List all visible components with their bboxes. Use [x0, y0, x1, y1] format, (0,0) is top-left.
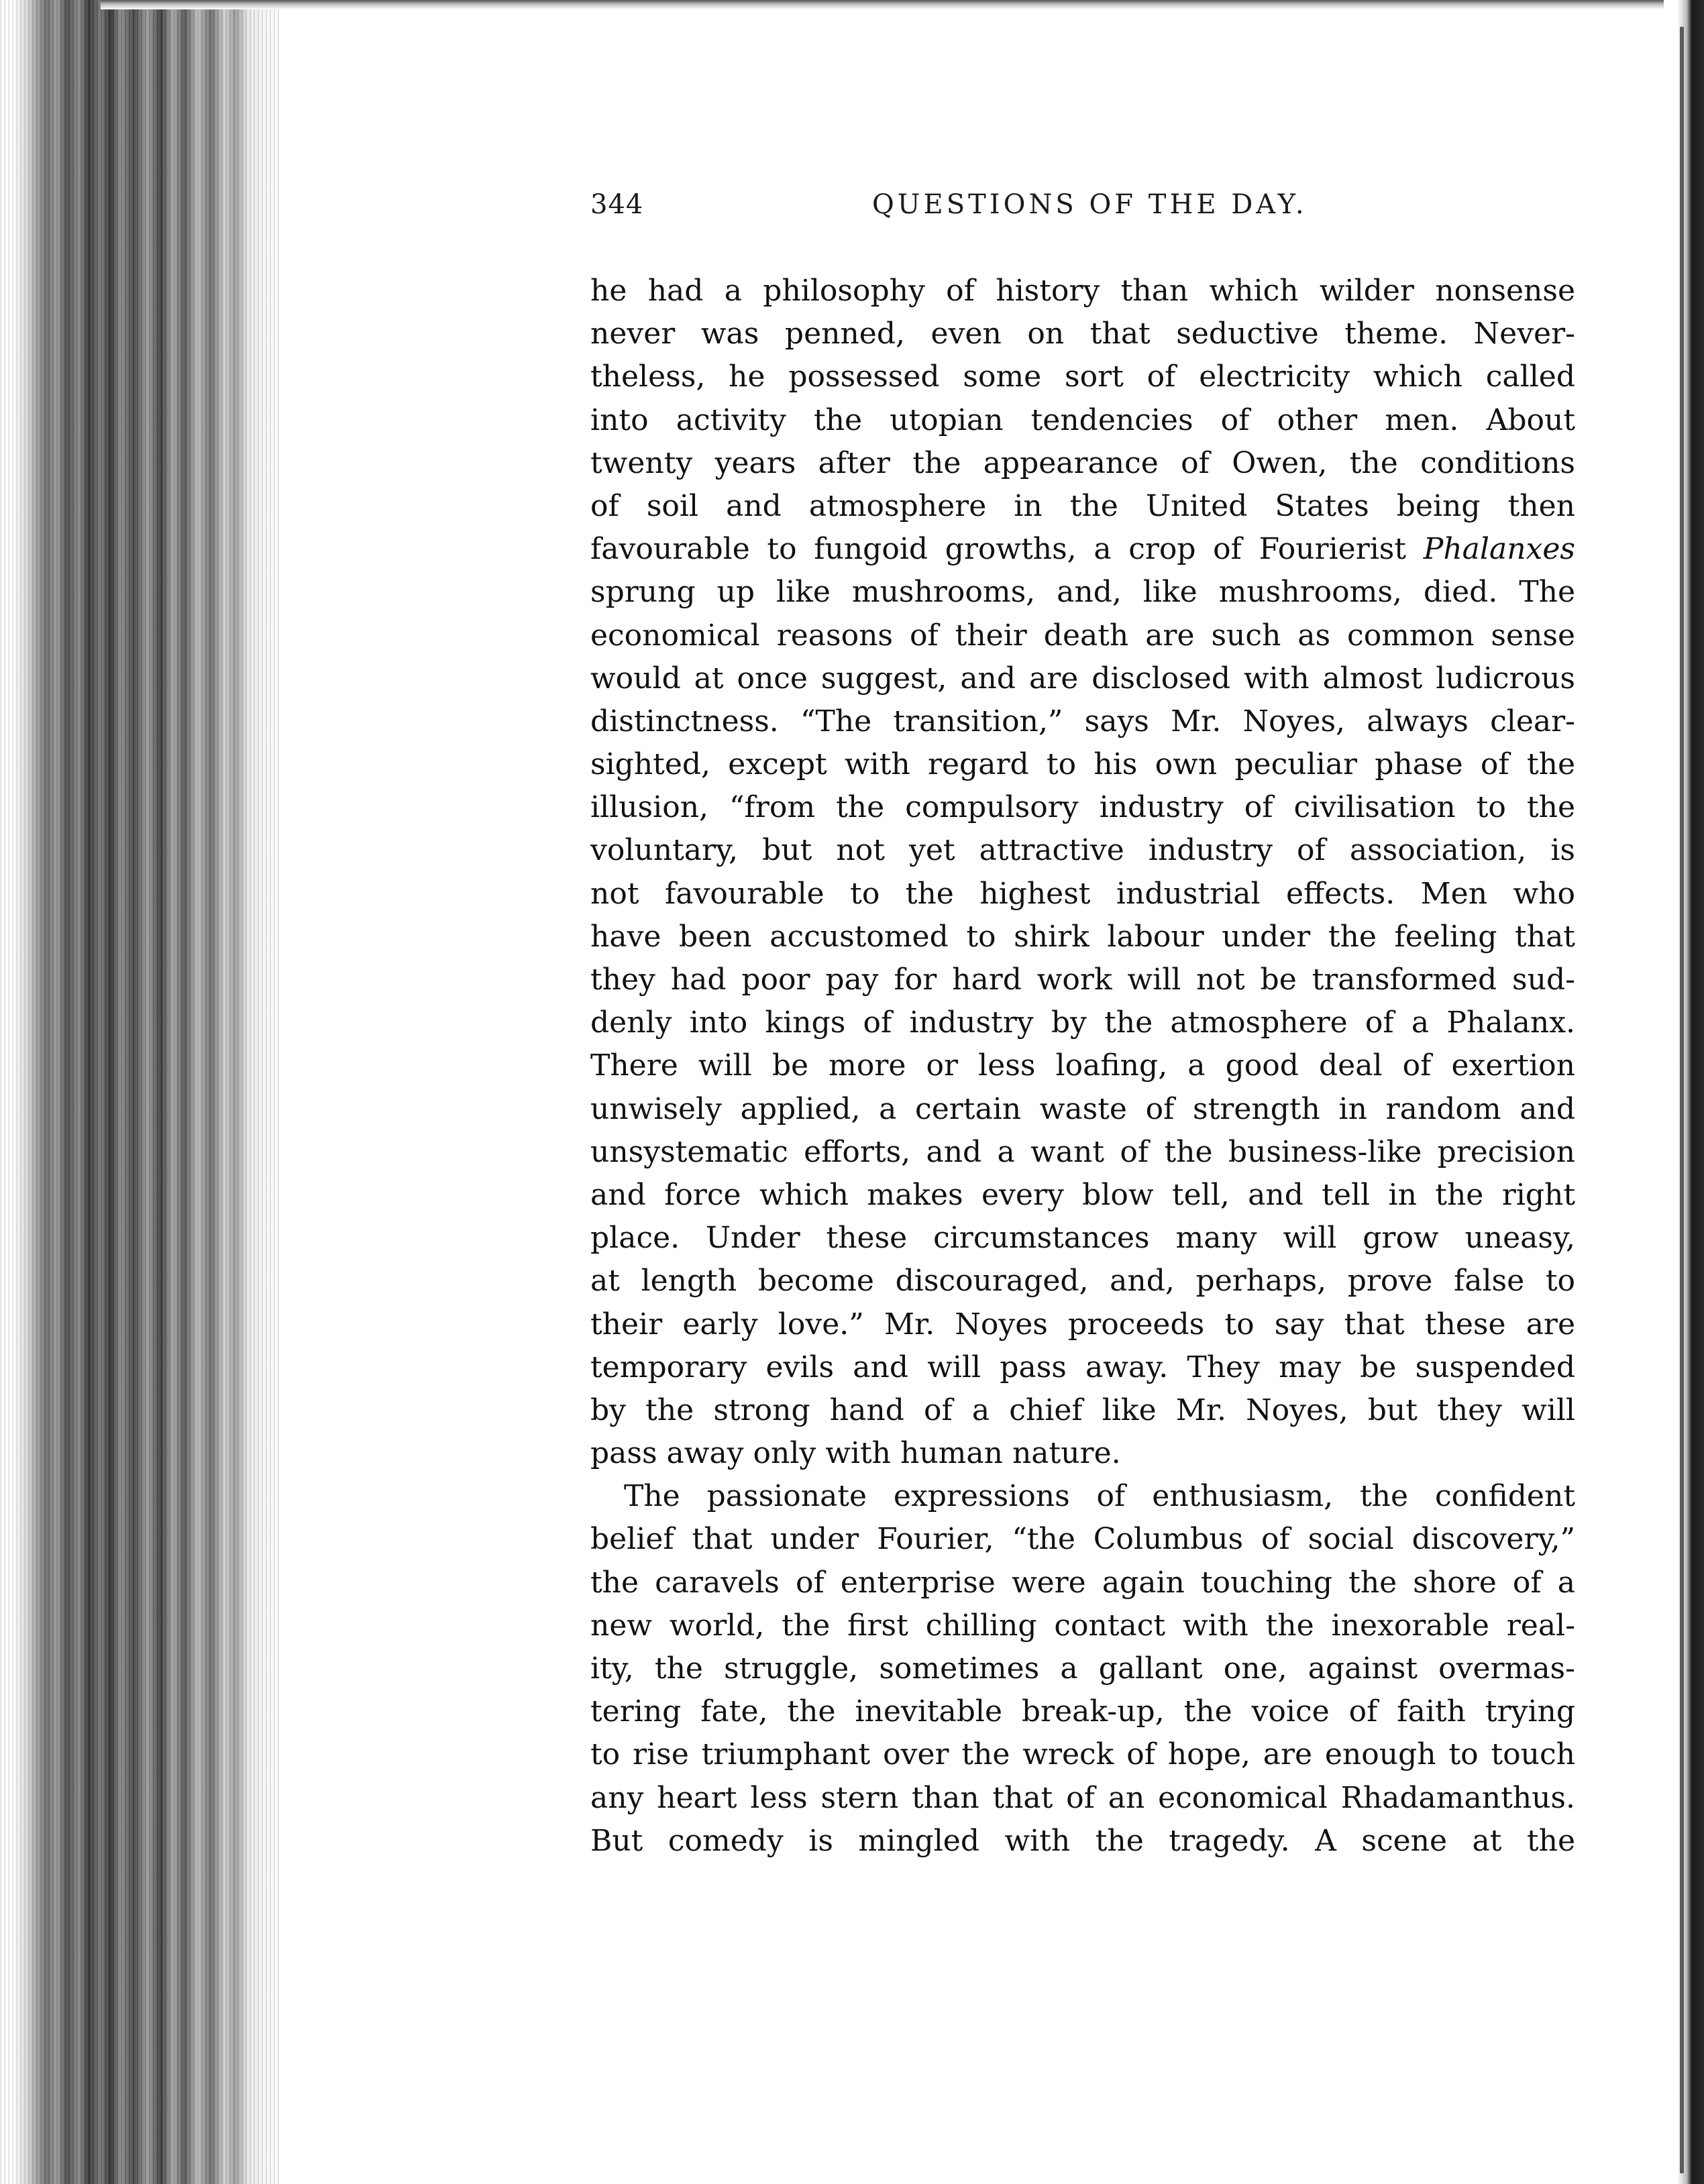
text-line: into activity the utopian tendencies of other men. About: [590, 402, 1575, 437]
text-line: of soil and atmosphere in the United States being then: [590, 488, 1575, 523]
text-line: would at once suggest, and are disclosed with almost ludicrous: [590, 661, 1575, 696]
page-top-shadow: [101, 0, 1664, 9]
running-head: [590, 181, 1575, 241]
text-line: never was penned, even on that seductive theme. Never-: [590, 317, 1575, 351]
text-line: distinctness. “The transition,” says Mr. Noyes, always clear-: [590, 704, 1575, 739]
text-line: voluntary, but not yet attractive industry of association, is: [590, 833, 1575, 868]
text-line: tering fate, the inevitable break-up, the voice of faith trying: [590, 1694, 1575, 1729]
text-line: sighted, except with regard to his own peculiar phase of the: [590, 747, 1575, 782]
paragraph-2: [590, 1475, 1575, 1863]
text-line: place. Under these circumstances many will grow uneasy,: [590, 1221, 1575, 1256]
text-segment: favourable to fungoid growths, a crop of Fourierist: [590, 532, 1407, 567]
text-line: temporary evils and will pass away. They may be suspended: [590, 1350, 1575, 1384]
text-line: The passionate expressions of enthusiasm, the confident: [624, 1479, 1575, 1514]
text-line-with-italic: [590, 528, 1575, 571]
book-page-edges: [0, 0, 282, 2184]
text-line: they had poor pay for hard work will not be transformed sud-: [590, 963, 1575, 997]
page-number: 344: [590, 189, 644, 220]
text-line: denly into kings of industry by the atmosphere of a Phalanx.: [590, 1005, 1575, 1040]
text-line: But comedy is mingled with the tragedy. A scene at the: [590, 1823, 1575, 1858]
text-line: not favourable to the highest industrial effects. Men who: [590, 876, 1575, 911]
text-line: new world, the first chilling contact with the inexorable real-: [590, 1608, 1575, 1643]
text-line: the caravels of enterprise were again touching the shore of a: [590, 1565, 1575, 1600]
running-title: QUESTIONS OF THE DAY.: [872, 189, 1308, 220]
text-line: pass away only with human nature.: [590, 1436, 1121, 1471]
text-line: he had a philosophy of history than which wilder nonsense: [590, 274, 1575, 308]
text-line: any heart less stern than that of an economical Rhadamanthus.: [590, 1780, 1575, 1815]
book-page: [590, 181, 1575, 1863]
italic-word: Phalanxes: [1423, 532, 1575, 567]
text-line: at length become discouraged, and, perhaps, prove false to: [590, 1264, 1575, 1299]
text-line: There will be more or less loafing, a good deal of exertion: [590, 1048, 1575, 1083]
text-line: have been accustomed to shirk labour under the feeling that: [590, 919, 1575, 954]
text-line: economical reasons of their death are such as common sense: [590, 618, 1575, 653]
text-line: unwisely applied, a certain waste of strength in random and: [590, 1091, 1575, 1126]
text-line: belief that under Fourier, “the Columbus of social discovery,”: [590, 1522, 1575, 1557]
text-line: their early love.” Mr. Noyes proceeds to say that these are: [590, 1307, 1575, 1342]
body-text: [590, 270, 1575, 1863]
text-line: by the strong hand of a chief like Mr. Noyes, but they will: [590, 1393, 1575, 1427]
text-line: ity, the struggle, sometimes a gallant one, against overmas-: [590, 1651, 1575, 1686]
text-line: unsystematic efforts, and a want of the business-like precision: [590, 1134, 1575, 1169]
book-right-edge: [1677, 0, 1704, 2184]
text-line: illusion, “from the compulsory industry of civilisation to the: [590, 790, 1575, 825]
text-line: to rise triumphant over the wreck of hope, are enough to touch: [590, 1737, 1575, 1772]
text-line: twenty years after the appearance of Owen, the conditions: [590, 445, 1575, 480]
text-line: theless, he possessed some sort of electricity which called: [590, 360, 1575, 394]
text-line: sprung up like mushrooms, and, like mushrooms, died. The: [590, 575, 1575, 610]
text-line: and force which makes every blow tell, and tell in the right: [590, 1177, 1575, 1212]
paragraph-1: [590, 270, 1575, 1475]
